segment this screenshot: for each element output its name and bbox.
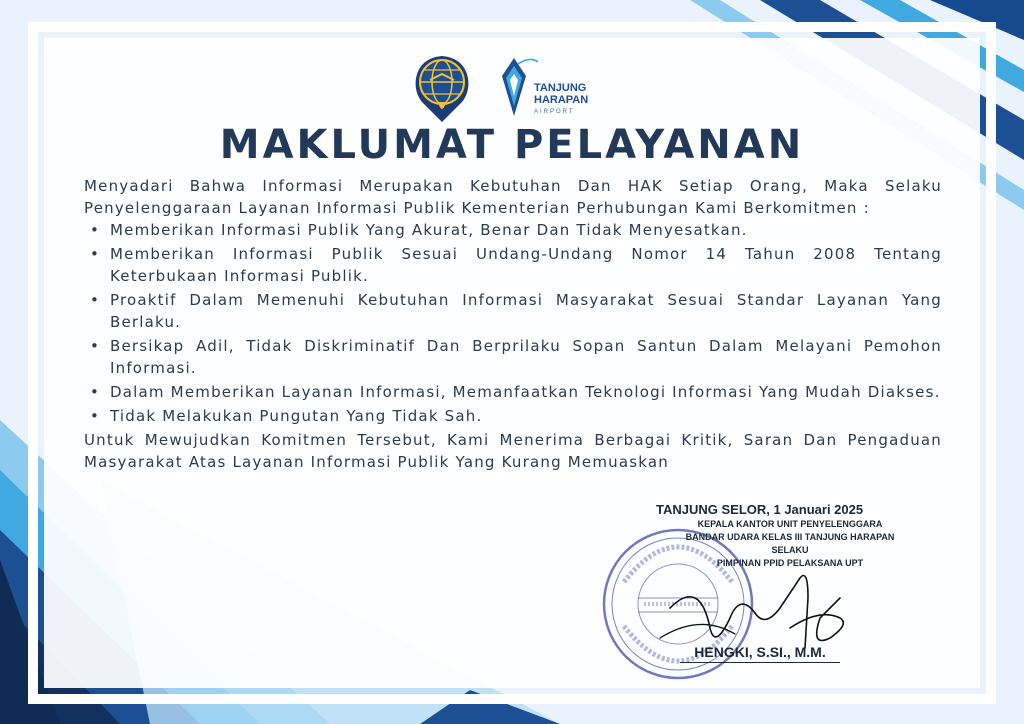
office-line: PIMPINAN PPID PELAKSANA UPT [716,558,864,568]
maklumat-body [84,175,942,473]
office-line: KEPALA KANTOR UNIT PENYELENGGARA [697,519,883,529]
intro-paragraph: Menyadari Bahwa Informasi Merupakan Kebutuhan Dan HAK Setiap Orang, Maka Selaku Penyelenggaraan Layanan Informasi Publik Kementerian Perhubungan Kami Berkomitmen : [84,177,942,217]
commitment-list [84,219,942,427]
signature-block [600,498,938,678]
office-line: SELAKU [771,545,809,555]
airport-wordmark-line2: HARAPAN [534,94,589,106]
closing-paragraph: Untuk Mewujudkan Komitmen Tersebut, Kami Menerima Berbagai Kritik, Saran Dan Pengaduan Masyarakat Atas Layanan Informasi Publik Yang Kurang Memuaskan [84,431,942,471]
office-title [640,518,940,570]
signatory-name: HENGKI, S.SI., M.M. [680,644,840,663]
airport-wordmark-line3: AIRPORT [534,109,575,115]
airport-wordmark-line1: TANJUNG [534,82,587,94]
commitment-item: • Tidak Melakukan Pungutan Yang Tidak Sah. [110,405,942,427]
airport-wordmark [534,82,614,118]
commitment-item: • Memberikan Informasi Publik Yang Akurat, Benar Dan Tidak Menyesatkan. [110,219,942,241]
commitment-item: • Proaktif Dalam Memenuhi Kebutuhan Informasi Masyarakat Sesuai Standar Layanan Yang Berlaku. [110,289,942,333]
commitment-item: • Dalam Memberikan Layanan Informasi, Memanfaatkan Teknologi Informasi Yang Mudah Diakses. [110,381,942,403]
kementerian-perhubungan-logo [412,52,472,124]
page-title: MAKLUMAT PELAYANAN [219,122,805,168]
commitment-item: • Bersikap Adil, Tidak Diskriminatif Dan Berprilaku Sopan Santun Dalam Melayani Pemohon Informasi. [110,335,942,379]
commitment-item: • Memberikan Informasi Publik Sesuai Undang-Undang Nomor 14 Tahun 2008 Tentang Keterbukaan Informasi Publik. [110,243,942,287]
office-line: BANDAR UDARA KELAS III TANJUNG HARAPAN [685,532,895,542]
place-date: TANJUNG SELOR, 1 Januari 2025 [656,502,864,517]
logo-bar [412,52,612,124]
